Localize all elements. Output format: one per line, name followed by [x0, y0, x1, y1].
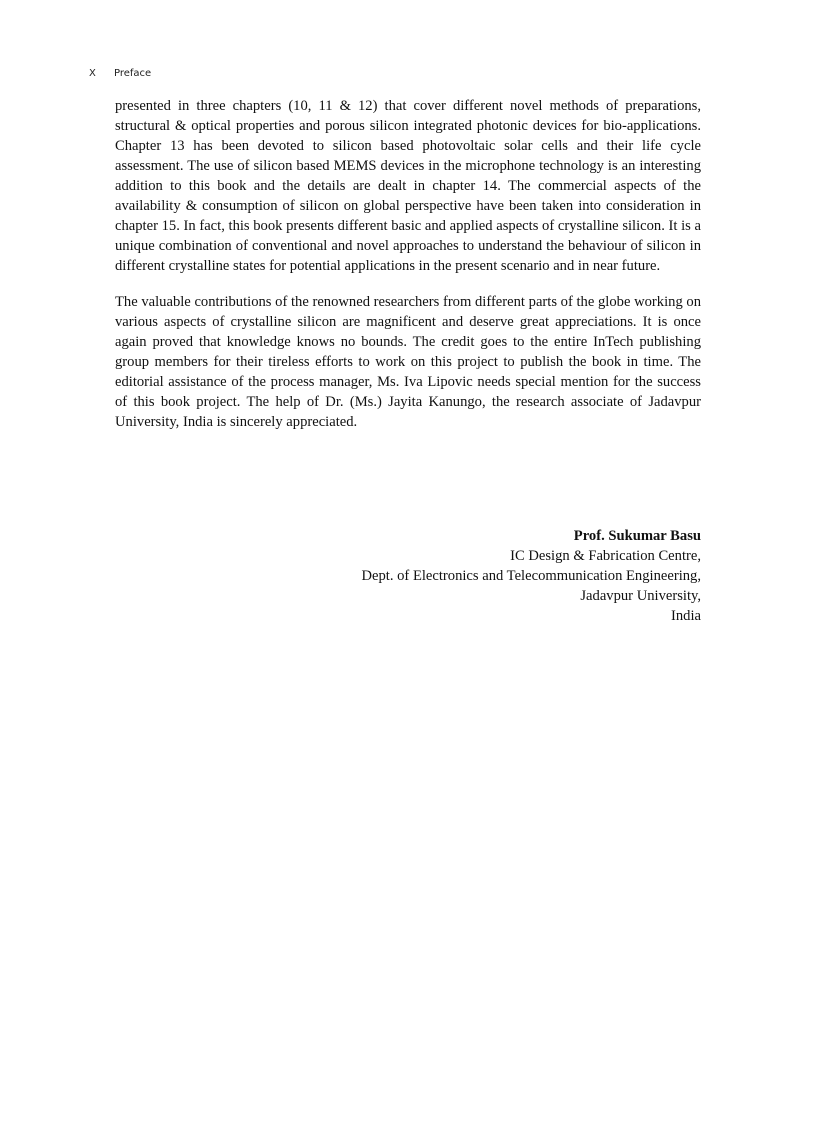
section-title: Preface: [114, 68, 152, 79]
signature-block: [280, 526, 701, 626]
affiliation-line-1: IC Design & Fabrication Centre,: [510, 548, 701, 564]
page-number: X: [89, 68, 96, 79]
paragraph-1: presented in three chapters (10, 11 & 12) that cover different novel methods of preparations, structural & optical properties and porous silicon integrated photonic devices for bio-applications. Chapter 13 has been devoted to silicon based photovoltaic solar cells and their life cycle assessment. The use of silicon based MEMS devices in the microphone technology is an interesting addition to this book and the details are dealt in chapter 14. The commercial aspects of the availability & consumption of silicon on global perspective have been taken into consideration in chapter 15. In fact, this book presents different basic and applied aspects of crystalline silicon. It is a unique combination of conventional and novel approaches to understand the behaviour of silicon in different crystalline states for potential applications in the present scenario and in near future.: [115, 98, 701, 274]
affiliation-line-2: Dept. of Electronics and Telecommunication Engineering,: [361, 568, 701, 584]
preface-body: [115, 96, 701, 448]
running-header: [89, 68, 151, 79]
author-name: Prof. Sukumar Basu: [573, 528, 701, 544]
affiliation-line-4: India: [671, 608, 701, 624]
affiliation-line-3: Jadavpur University,: [580, 588, 701, 604]
paragraph-2: The valuable contributions of the renowned researchers from different parts of the globe working on various aspects of crystalline silicon are magnificent and deserve great appreciations. It is once again proved that knowledge knows no bounds. The credit goes to the entire InTech publishing group members for their tireless efforts to work on this project to publish the book in time. The editorial assistance of the process manager, Ms. Iva Lipovic needs special mention for the success of this book project. The help of Dr. (Ms.) Jayita Kanungo, the research associate of Jadavpur University, India is sincerely appreciated.: [115, 294, 701, 430]
